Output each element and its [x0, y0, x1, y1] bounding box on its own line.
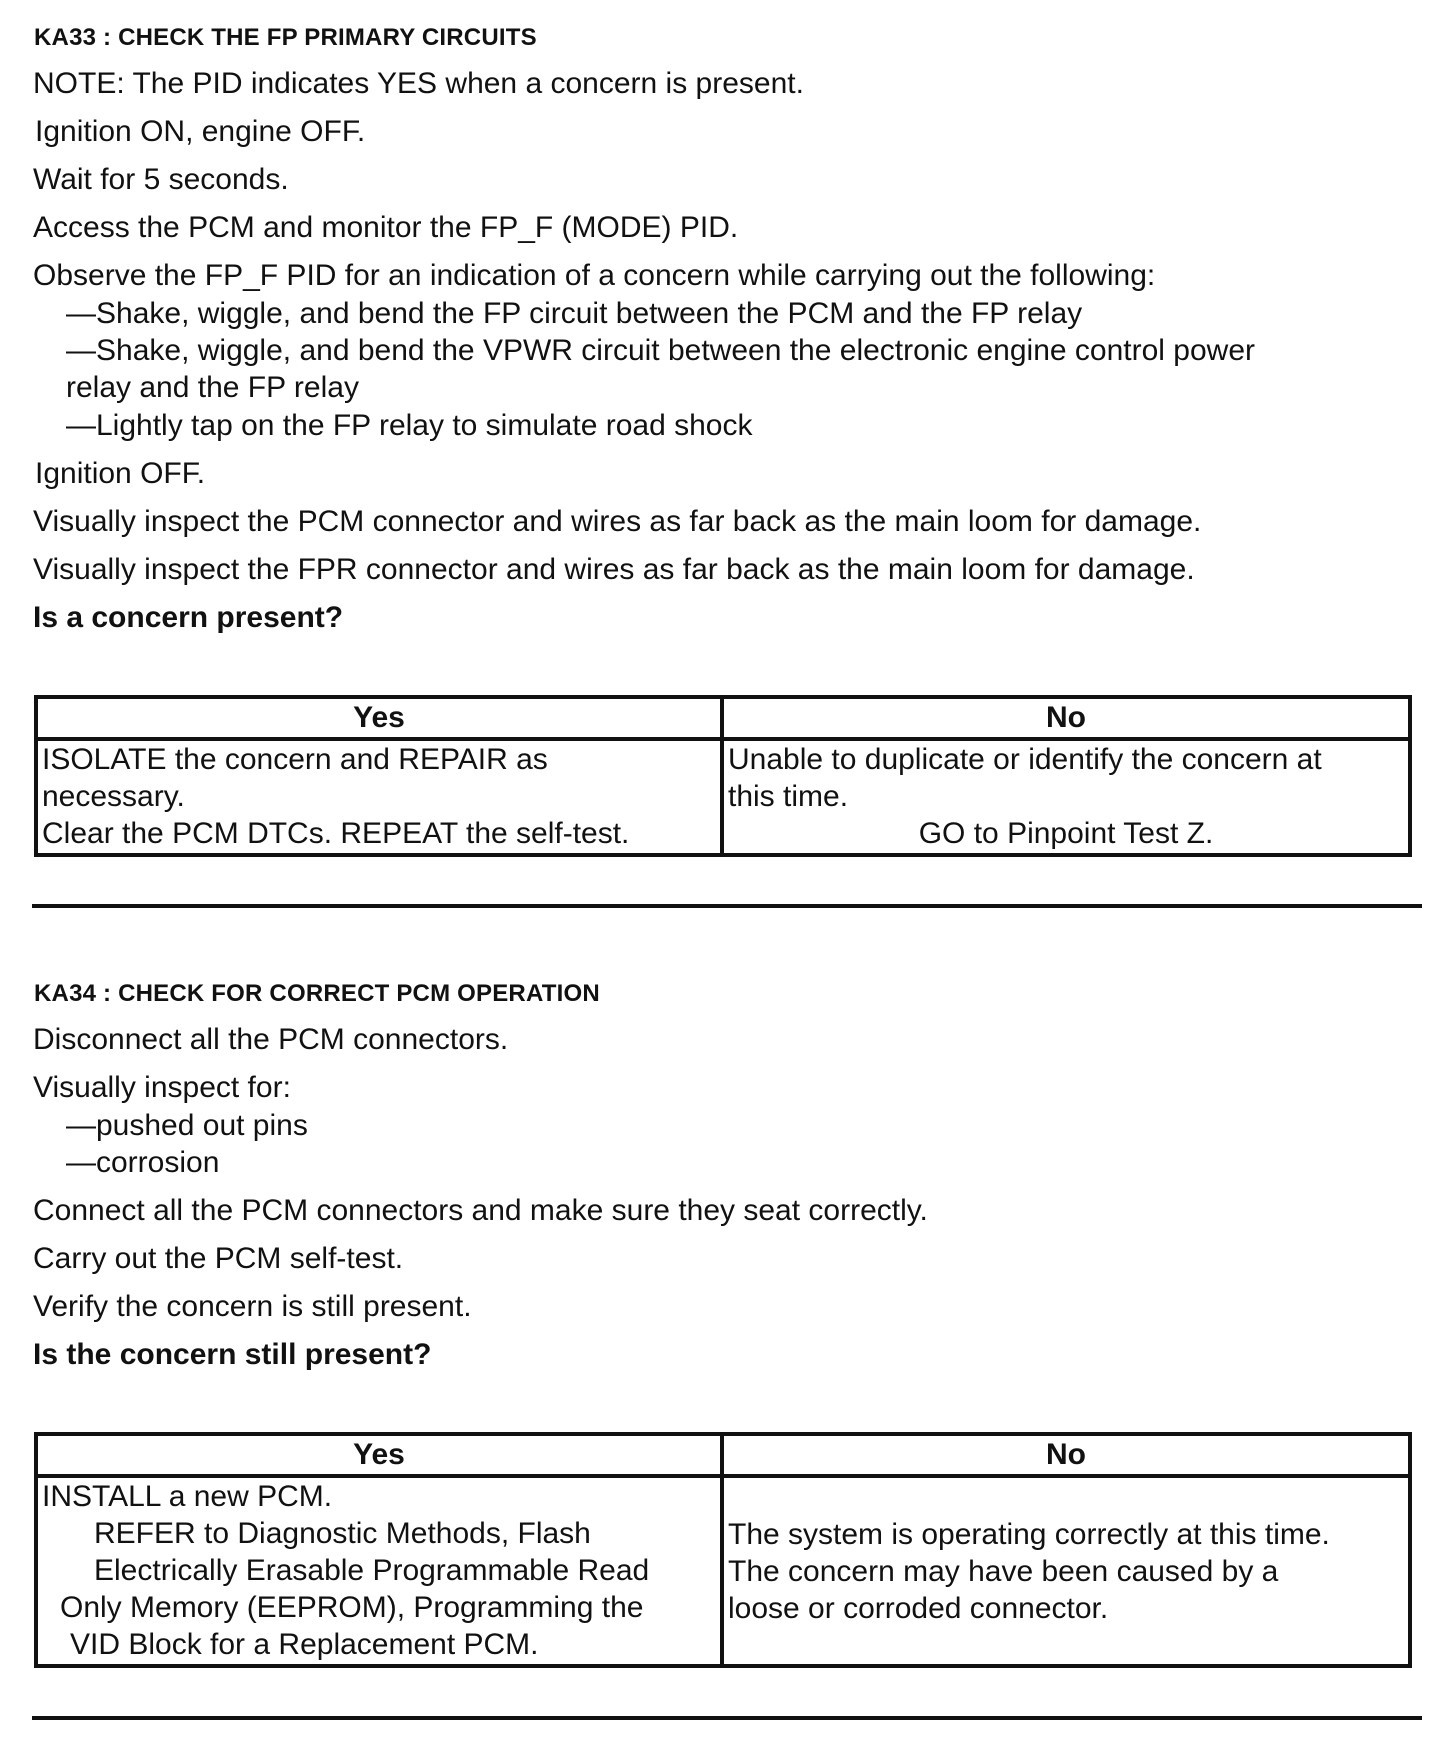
ka33-step: Ignition OFF. [35, 457, 206, 490]
ka34-yes-no-table [34, 1432, 1412, 1668]
ka34-yes-line: VID Block for a Replacement PCM. [70, 1628, 539, 1661]
ka33-no-line: GO to Pinpoint Test Z. [918, 817, 1214, 850]
ka33-no-line: Unable to duplicate or identify the concern at [728, 743, 1322, 776]
ka34-yes-cell [36, 1476, 722, 1666]
ka33-no-line: this time. [728, 780, 849, 813]
ka34-step: Verify the concern is still present. [33, 1290, 472, 1323]
ka34-step: Disconnect all the PCM connectors. [33, 1023, 509, 1056]
ka34-no-cell [722, 1476, 1410, 1666]
ka33-yes-line: Clear the PCM DTCs. REPEAT the self-test. [42, 817, 630, 850]
ka34-sub-step: —pushed out pins [66, 1109, 308, 1142]
ka33-yes-header: Yes [36, 697, 722, 739]
ka33-sub-step: —Lightly tap on the FP relay to simulate road shock [66, 409, 753, 442]
ka34-step: Connect all the PCM connectors and make sure they seat correctly. [33, 1194, 928, 1227]
ka33-yes-line: necessary. [42, 780, 185, 813]
ka33-yes-line: ISOLATE the concern and REPAIR as [42, 743, 548, 776]
ka33-note: NOTE: The PID indicates YES when a concern is present. [33, 67, 804, 100]
ka34-no-line: loose or corroded connector. [728, 1591, 1109, 1625]
ka33-heading: KA33 : CHECK THE FP PRIMARY CIRCUITS [34, 24, 537, 51]
ka33-sub-step: —Shake, wiggle, and bend the VPWR circuit between the electronic engine control power [66, 334, 1255, 367]
ka34-yes-line: INSTALL a new PCM. [42, 1480, 333, 1513]
ka33-no-cell [722, 739, 1410, 855]
ka33-step: Ignition ON, engine OFF. [35, 115, 366, 148]
ka33-step: Wait for 5 seconds. [33, 163, 289, 196]
ka34-yes-line: Only Memory (EEPROM), Programming the [60, 1591, 644, 1624]
ka33-yes-cell [36, 739, 722, 855]
ka34-no-header: No [722, 1434, 1410, 1476]
ka33-question: Is a concern present? [33, 601, 344, 634]
ka34-sub-step: —corrosion [66, 1146, 220, 1179]
ka33-step: Visually inspect the FPR connector and wires as far back as the main loom for damage. [33, 553, 1195, 586]
section-divider [32, 904, 1422, 908]
ka33-step: Visually inspect the PCM connector and wires as far back as the main loom for damage. [33, 505, 1202, 538]
ka33-step: Access the PCM and monitor the FP_F (MODE) PID. [33, 211, 739, 244]
ka33-sub-step: —Shake, wiggle, and bend the FP circuit between the PCM and the FP relay [66, 297, 1083, 330]
ka34-step: Carry out the PCM self-test. [33, 1242, 404, 1275]
ka33-no-header: No [722, 697, 1410, 739]
ka34-yes-line: REFER to Diagnostic Methods, Flash [94, 1517, 591, 1550]
ka34-yes-header: Yes [36, 1434, 722, 1476]
ka33-sub-step: relay and the FP relay [66, 371, 359, 404]
ka34-yes-line: Electrically Erasable Programmable Read [94, 1554, 650, 1587]
ka34-no-line: The system is operating correctly at this time. [728, 1517, 1330, 1551]
ka34-step: Visually inspect for: [33, 1071, 291, 1104]
ka34-heading: KA34 : CHECK FOR CORRECT PCM OPERATION [34, 980, 600, 1007]
ka33-step: Observe the FP_F PID for an indication of a concern while carrying out the following: [33, 259, 1156, 292]
ka33-yes-no-table [34, 695, 1412, 857]
ka34-question: Is the concern still present? [33, 1338, 432, 1371]
section-divider [32, 1716, 1422, 1720]
ka34-no-line: The concern may have been caused by a [728, 1554, 1279, 1588]
